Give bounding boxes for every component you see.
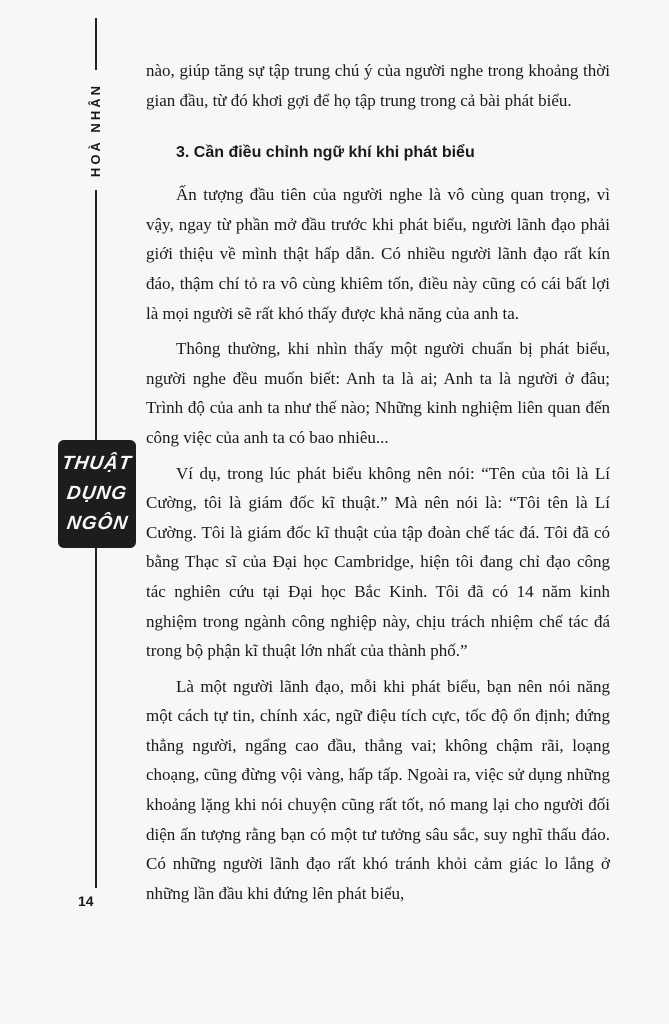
author-name: HOÀ NHÂN	[87, 82, 103, 178]
paragraph-4: Là một người lãnh đạo, mỗi khi phát biểu, bạn nên nói năng một cách tự tin, chính xác, ngữ điệu tích cực, tốc độ ổn định; đứng thẳng người, ngẩng cao đầu, thẳng vai; không chậm rãi, loạng choạng, cũng đừng vội vàng, hấp tấp. Ngoài ra, việc sử dụng những khoảng lặng khi nói chuyện cũng rất tốt, nó mang lại cho người đối diện ấn tượng rằng bạn có một tư tưởng sâu sắc, suy nghĩ thấu đáo. Có những người lãnh đạo rất khó tránh khỏi cảm giác lo lắng ở những lần đầu khi đứng lên phát biểu,	[146, 676, 610, 903]
logo-line-1: THUẬT	[60, 453, 134, 474]
paragraph-3: Ví dụ, trong lúc phát biểu không nên nói: “Tên của tôi là Lí Cường, tôi là giám đốc kĩ thuật.” Mà nên nói là: “Tôi tên là Lí Cường. Tôi là giám đốc kĩ thuật của tập đoàn chế tác đá. Tôi đã có bằng Thạc sĩ của Đại học Cambridge, hiện tôi đang chỉ đạo công tác nghiên cứu tại Đại học Bắc Kinh. Tôi đã có 14 năm kinh nghiệm trong ngành công nghiệp này, chịu trách nhiệm chế tác đá trong bộ phận kĩ thuật lớn nhất của thành phố.”	[146, 463, 610, 661]
logo-line-2: DỤNG	[65, 483, 129, 504]
running-head	[84, 70, 106, 190]
section-heading: 3. Cần điều chỉnh ngữ khí khi phát biểu	[176, 144, 475, 162]
paragraph-1: Ấn tượng đầu tiên của người nghe là vô cùng quan trọng, vì vậy, ngay từ phần mở đầu trước khi phát biểu, người lãnh đạo phải giới thiệu về mình thật hấp dẫn. Có nhiều người lãnh đạo rất kín đáo, thậm chí tỏ ra vô cùng khiêm tốn, điều này cũng có cái bất lợi là mọi người sẽ rất khó thấy được khả năng của anh ta.	[146, 185, 610, 323]
paragraph-continued: nào, giúp tăng sự tập trung chú ý của người nghe trong khoảng thời gian đầu, từ đó khơi gợi để họ tập trung trong cả bài phát biểu.	[146, 61, 610, 110]
page-body	[146, 56, 610, 908]
series-logo	[58, 440, 136, 548]
logo-line-3: NGÔN	[65, 513, 130, 534]
paragraph-2: Thông thường, khi nhìn thấy một người chuẩn bị phát biểu, người nghe đều muốn biết: Anh ta là ai; Anh ta là người ở đâu; Trình độ của anh ta như thế nào; Những kinh nghiệm liên quan đến công việc của anh ta có bao nhiêu...	[146, 339, 610, 447]
page-number: 14	[78, 893, 94, 909]
